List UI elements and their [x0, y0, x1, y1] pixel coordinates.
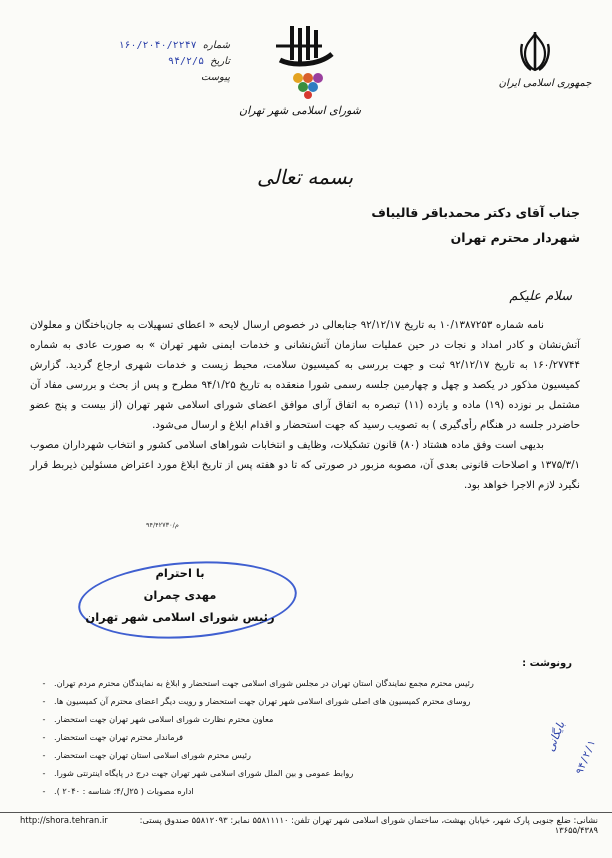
cc-list — [40, 674, 560, 800]
handwritten-note: بایگانی — [543, 719, 568, 754]
date-label: تاریخ — [210, 56, 230, 67]
list-item: - روابط عمومی و بین الملل شورای اسلامی شهر تهران جهت درج در پایگاه اینترنتی شورا. — [42, 768, 354, 778]
closing: با احترام — [155, 566, 205, 580]
iran-caption: جمهوری اسلامی ایران — [498, 78, 592, 89]
footer-url[interactable]: http://shora.tehran.ir — [20, 815, 108, 825]
meta-number — [120, 38, 230, 54]
council-caption: شورای اسلامی شهر تهران — [239, 104, 361, 117]
body-paragraph-1: نامه شماره ۱۰/۱۳۸۷۲۵۳ به تاریخ ۹۲/۱۲/۱۷ جنابعالی در خصوص ارسال لایحه « اعطای تسهیلات به جان‌باختگان و معلولان آتش‌نشان و کادر امداد و نجات در حین عملیات سازمان آتش‌نشانی و خدمات ایمنی شهر تهران » به صورت عادی به شماره ۱۶۰/۲۷۷۴۴ به تاریخ ۹۲/۱۲/۱۷ ثبت و جهت بررسی به کمیسیون سلامت، محیط زیست و خدمات شهری ارجاع گردید. گزارش کمیسیون مذکور در یکصد و چهل و چهارمین جلسه رسمی شورا منعقده به تاریخ ۹۴/۱/۲۵ مطرح و پس از بحث و بررسی مفاد آن مشتمل بر نوزده (۱۹) ماده و یازده (۱۱) تبصره به اتفاق آرای موافق اعضای شورای اسلامی شهر تهران (از بیست و پنج عضو حاضردر جلسه در هنگام رأی‌گیری ) به تصویب رسید که جهت استحضار و اقدام ابلاغ و ارسال می‌شود. — [30, 320, 580, 431]
list-item: - اداره مصوبات ( ۲۵ل/۴؛ شناسه : ۲۰۴۰ ). — [42, 786, 194, 796]
number-value: ۱۶۰/۲۰۴۰/۲۲۴۷ — [118, 40, 197, 51]
date-value: ۹۴/۲/۵ — [167, 56, 205, 67]
recipient-name: جناب آقای دکتر محمدباقر قالیباف — [371, 205, 580, 220]
letter-body — [30, 316, 580, 496]
handwritten-date: ۹۴/۲/۱ — [574, 738, 598, 777]
attachment-label: پیوست — [200, 72, 230, 83]
list-item: - رئیس محترم شورای اسلامی استان تهران جهت استحضار. — [42, 750, 251, 760]
body-paragraph-2: بدیهی است وفق ماده هشتاد (۸۰) قانون تشکیلات، وظایف و انتخابات شوراهای اسلامی کشور و انتخاب شهرداران مصوب ۱۳۷۵/۳/۱ و اصلاحات قانونی بعدی آن، مصوبه مزبور در صورتی که تا دو هفته پس از تاریخ ابلاغ مورد اعتراض مسئولین ذیربط قرار نگیرد لازم الاجرا خواهد بود. — [30, 440, 580, 491]
letter-meta — [120, 38, 230, 86]
reference-code: ۹۴/۴۲۷۳۰/م — [146, 521, 179, 529]
cc-title: رونوشت : — [522, 658, 572, 669]
list-item: - فرماندار محترم تهران جهت استحضار. — [42, 732, 184, 742]
recipient-title: شهردار محترم تهران — [450, 230, 580, 245]
meta-attachment — [120, 70, 230, 86]
greeting: سلام علیکم — [509, 289, 572, 304]
signature-block — [85, 562, 275, 628]
iran-emblem-icon — [517, 30, 553, 74]
list-item: - روسای محترم کمیسیون های اصلی شورای اسلامی شهر تهران جهت استحضار و رویت دیگر اعضای محترم آن کمیسیون ها. — [42, 696, 471, 706]
number-label: شماره — [202, 40, 230, 51]
meta-date — [120, 54, 230, 70]
signer-title: رئیس شورای اسلامی شهر تهران — [85, 610, 275, 624]
list-item: - معاون محترم نظارت شورای اسلامی شهر تهران جهت استحضار. — [42, 714, 274, 724]
footer — [20, 815, 598, 835]
invocation: بسمه تعالی — [256, 165, 354, 189]
list-item: - رئیس محترم مجمع نمایندگان استان تهران در مجلس شورای اسلامی جهت استحضار و ابلاغ به نمایندگان محترم مردم تهران. — [42, 678, 474, 688]
footer-address: نشانی: ضلع جنوبی پارک شهر، خیابان بهشت، ساختمان شورای اسلامی شهر تهران تلفن: ۵۵۸۱۱۱۱۰ نمابر: ۵۵۸۱۲۰۹۳ صندوق پستی: ۱۳۶۵۵/۴۳۸۹ — [139, 815, 598, 835]
council-logo-icon — [262, 20, 346, 100]
footer-divider — [0, 812, 612, 813]
signer-name: مهدی چمران — [143, 588, 217, 602]
